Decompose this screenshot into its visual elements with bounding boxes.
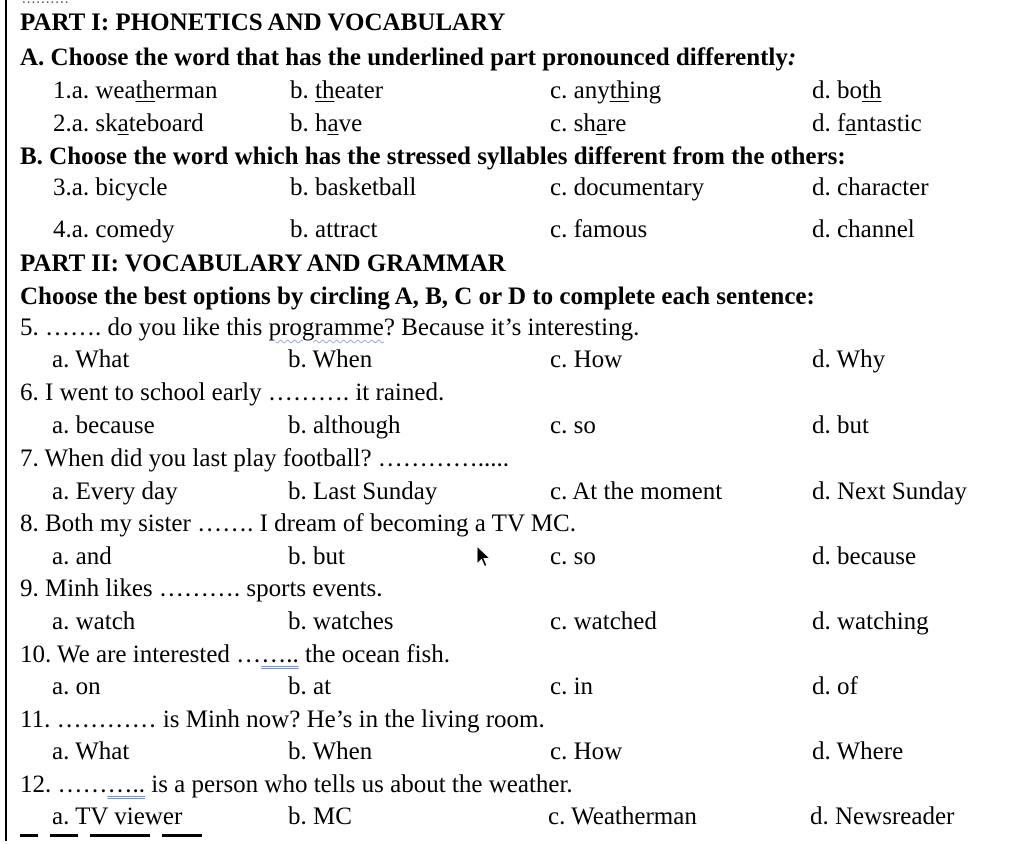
option-text: re: [606, 110, 627, 137]
option-5c: c. How: [550, 346, 623, 373]
question-12-options: [0, 800, 1024, 833]
option-8d: d. because: [812, 543, 917, 570]
option-8a: a. and: [52, 543, 112, 570]
stem-text: [20, 638, 450, 671]
option-10c: c. in: [550, 673, 594, 700]
question-10-options: [0, 670, 1024, 703]
option-7d: d. Next Sunday: [812, 478, 967, 505]
question-11-options: [0, 735, 1024, 768]
option-6b: b. although: [288, 412, 401, 439]
option-text: d. f: [812, 110, 846, 137]
underlined-part: th: [315, 77, 335, 104]
question-10-stem: [0, 638, 1024, 671]
option-11a: a. What: [52, 738, 130, 765]
option-10b: b. at: [288, 673, 332, 700]
clipped-next-line: [20, 834, 400, 844]
sectionA-heading-line: [0, 41, 1024, 74]
underlined-part: a: [595, 110, 607, 137]
question-6-options: [0, 409, 1024, 442]
option-text: ing: [629, 77, 662, 104]
part1-title-text: PART I: PHONETICS AND VOCABULARY: [20, 9, 506, 36]
stem-text: 7. When did you last play football? ………….....: [20, 445, 510, 472]
option-text: c. sh: [550, 110, 596, 137]
option-1c: [550, 74, 661, 107]
option-3c: c. documentary: [550, 174, 705, 201]
option-10a: a. on: [52, 673, 101, 700]
question-4: [0, 213, 1024, 246]
question-5-stem: [0, 311, 1024, 344]
underlined-part: th: [609, 77, 630, 104]
option-1a: [53, 74, 218, 107]
part2-instruction-line: [0, 280, 1024, 313]
clipped-mark: [20, 834, 38, 837]
underlined-part: th: [135, 77, 156, 104]
sectionA-heading-main: A. Choose the word that has the underlined part pronounced differently: [20, 44, 788, 71]
stem-part: 10. We are interested …: [20, 641, 262, 668]
question-3: [0, 171, 1024, 204]
stem-text: 11. ………… is Minh now? He’s in the living room.: [20, 706, 545, 733]
option-3d: d. character: [812, 174, 929, 201]
part1-title-line: [0, 6, 1024, 39]
option-5d: d. Why: [812, 346, 886, 373]
option-text: 1.a. wea: [53, 77, 136, 104]
underlined-part: a: [845, 110, 857, 137]
option-12c: c. Weatherman: [548, 803, 697, 830]
question-2: [0, 107, 1024, 140]
option-text: 2.a. sk: [53, 110, 118, 137]
option-3a: 3.a. bicycle: [53, 174, 168, 201]
option-4d: d. channel: [812, 216, 915, 243]
option-text: ve: [338, 110, 363, 137]
option-5b: b. When: [288, 346, 373, 373]
question-9-options: [0, 605, 1024, 638]
question-9-stem: [0, 572, 1024, 605]
spellcheck-marked-word: programme: [268, 314, 384, 341]
question-7-stem: [0, 442, 1024, 475]
option-text: erman: [155, 77, 218, 104]
option-text: c. any: [550, 77, 610, 104]
stem-text: 6. I went to school early ………. it rained.: [20, 379, 445, 406]
clipped-mark: [162, 834, 202, 837]
stem-part: 12. ……: [20, 771, 108, 798]
option-2b: [290, 107, 362, 140]
underlined-part: a: [327, 110, 339, 137]
option-12b: b. MC: [288, 803, 352, 830]
option-12a: a. TV viewer: [52, 803, 183, 830]
sectionA-heading: [20, 41, 796, 74]
stem-text: 9. Minh likes ………. sports events.: [20, 575, 383, 602]
underlined-part: a: [117, 110, 129, 137]
question-1: [0, 74, 1024, 107]
stem-part: the ocean fish.: [298, 641, 451, 668]
option-8c: c. so: [550, 543, 596, 570]
option-text: b.: [290, 77, 315, 104]
stem-text: [20, 768, 573, 801]
option-5a: a. What: [52, 346, 130, 373]
option-2d: [812, 107, 922, 140]
option-10d: d. of: [812, 673, 858, 700]
option-11c: c. How: [550, 738, 623, 765]
part2-title: PART II: VOCABULARY AND GRAMMAR: [20, 250, 506, 277]
option-text: d. bo: [812, 77, 862, 104]
option-4b: b. attract: [290, 216, 378, 243]
option-9b: b. watches: [288, 608, 394, 635]
stem-text: [20, 311, 639, 344]
sectionA-heading-tail: :: [787, 44, 797, 71]
marked-blank: …..: [107, 771, 145, 798]
stem-part: 5. ……. do you like this: [20, 314, 269, 341]
option-3b: b. basketball: [290, 174, 417, 201]
marked-blank: …..: [261, 641, 299, 668]
question-8-options: [0, 540, 1024, 573]
part2-instruction: Choose the best options by circling A, B, C or D to complete each sentence:: [20, 283, 815, 310]
question-6-stem: [0, 376, 1024, 409]
stem-text: 8. Both my sister ……. I dream of becoming a TV MC.: [20, 510, 576, 537]
option-11d: d. Where: [812, 738, 904, 765]
underlined-part: th: [862, 77, 882, 104]
option-7c: c. At the moment: [550, 478, 723, 505]
part1-title: [20, 6, 505, 39]
option-4c: c. famous: [550, 216, 648, 243]
question-12-stem: [0, 768, 1024, 801]
option-6d: d. but: [812, 412, 869, 439]
sectionB-heading: B. Choose the word which has the stressed syllables different from the others:: [20, 143, 846, 170]
part2-title-line: [0, 247, 1024, 280]
option-6a: a. because: [52, 412, 155, 439]
option-6c: c. so: [550, 412, 596, 439]
question-11-stem: [0, 703, 1024, 736]
option-text: ntastic: [856, 110, 922, 137]
option-9a: a. watch: [52, 608, 136, 635]
question-5-options: [0, 343, 1024, 376]
question-8-stem: [0, 507, 1024, 540]
option-7b: b. Last Sunday: [288, 478, 438, 505]
option-9c: c. watched: [550, 608, 657, 635]
option-2c: [550, 107, 626, 140]
sectionB-heading-line: [0, 140, 1024, 173]
option-1b: [290, 74, 383, 107]
option-text: b. h: [290, 110, 328, 137]
option-1d: [812, 74, 881, 107]
option-7a: a. Every day: [52, 478, 178, 505]
option-4a: 4.a. comedy: [53, 216, 175, 243]
stem-part: is a person who tells us about the weather.: [145, 771, 573, 798]
option-12d: d. Newsreader: [810, 803, 955, 830]
option-2a: [53, 107, 204, 140]
clipped-mark: [50, 834, 78, 837]
option-9d: d. watching: [812, 608, 929, 635]
option-11b: b. When: [288, 738, 373, 765]
stem-part: ? Because it’s interesting.: [383, 314, 640, 341]
clipped-mark: [90, 834, 150, 837]
question-7-options: [0, 475, 1024, 508]
option-text: teboard: [128, 110, 204, 137]
option-8b: b. but: [288, 543, 345, 570]
option-text: eater: [334, 77, 384, 104]
mouse-pointer-icon: [476, 545, 492, 569]
